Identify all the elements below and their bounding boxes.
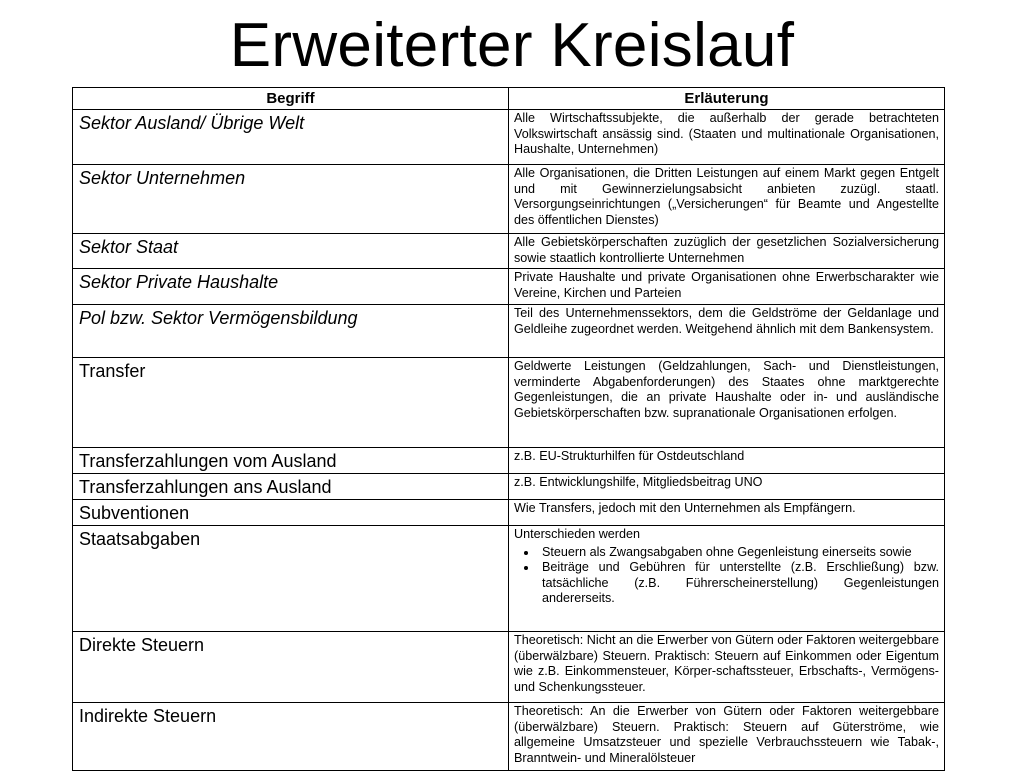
description-cell: Teil des Unternehmenssektors, dem die Geldströme der Geldanlage und Geldleihe zugeordnet werden. Weitgehend ähnlich mit dem Bankensystem.	[509, 305, 945, 358]
description-cell	[509, 526, 945, 632]
table-row	[73, 474, 945, 500]
bullet-item: • Beiträge und Gebühren für unterstellte (z.B. Erschließung) bzw. tatsächliche (z.B. Führerscheinerstellung) Gegenleistungen andererseits.	[538, 560, 939, 607]
bullet-item: • Steuern als Zwangsabgaben ohne Gegenleistung einerseits sowie	[538, 545, 939, 561]
bullet-list	[514, 545, 939, 607]
description-cell: Alle Gebietskörperschaften zuzüglich der gesetzlichen Sozialversicherung sowie staatlich kontrollierte Unternehmen	[509, 234, 945, 269]
term-cell: Transferzahlungen vom Ausland	[73, 448, 509, 474]
description-cell: Alle Wirtschaftssubjekte, die außerhalb der gerade betrachteten Volkswirtschaft ansässig sind. (Staaten und multinationale Organisationen, Haushalte, Unternehmen)	[509, 110, 945, 165]
table-row	[73, 269, 945, 305]
term-cell: Direkte Steuern	[73, 632, 509, 703]
table-row	[73, 448, 945, 474]
header-erlaeuterung: Erläuterung	[509, 88, 945, 110]
term-cell: Staatsabgaben	[73, 526, 509, 632]
term-cell: Transfer	[73, 358, 509, 448]
table-header-row	[73, 88, 945, 110]
description-cell: Geldwerte Leistungen (Geldzahlungen, Sach- und Dienstleistungen, verminderte Abgabenforderungen) des Staates ohne marktgerechte Gegenleistungen, die an private Haushalte oder in- und ausländische Gebietskörperschaften bzw. supranationale Organisationen erfolgen.	[509, 358, 945, 448]
description-cell: Theoretisch: Nicht an die Erwerber von Gütern oder Faktoren weitergebbare (überwälzbare) Steuern. Praktisch: Steuern auf Einkommen oder Eigentum wie z.B. Einkommensteuer, Körper-schaftssteuer, Erbschafts-, Vermögens- und Schenkungssteuer.	[509, 632, 945, 703]
description-cell: Private Haushalte und private Organisationen ohne Erwerbscharakter wie Vereine, Kirchen und Parteien	[509, 269, 945, 305]
page-title: Erweiterter Kreislauf	[229, 11, 795, 80]
term-cell: Indirekte Steuern	[73, 703, 509, 771]
table-row	[73, 234, 945, 269]
description-cell: Theoretisch: An die Erwerber von Gütern oder Faktoren weitergebbare (überwälzbare) Steuern. Praktisch: Steuern auf Güterströme, wie allgemeine Umsatzsteuer und spezielle Verbrauchssteuern wie Tabak-, Branntwein- und Mineralölsteuer	[509, 703, 945, 771]
table-row	[73, 526, 945, 632]
term-cell: Sektor Unternehmen	[73, 165, 509, 234]
table-row	[73, 165, 945, 234]
table-row	[73, 500, 945, 526]
table-row	[73, 110, 945, 165]
term-cell: Subventionen	[73, 500, 509, 526]
term-cell: Transferzahlungen ans Ausland	[73, 474, 509, 500]
description-cell: Wie Transfers, jedoch mit den Unternehmen als Empfängern.	[509, 500, 945, 526]
table-row	[73, 305, 945, 358]
description-cell: z.B. EU-Strukturhilfen für Ostdeutschland	[509, 448, 945, 474]
description-cell: z.B. Entwicklungshilfe, Mitgliedsbeitrag UNO	[509, 474, 945, 500]
table-row	[73, 632, 945, 703]
table-row	[73, 358, 945, 448]
term-cell: Sektor Ausland/ Übrige Welt	[73, 110, 509, 165]
term-cell: Sektor Private Haushalte	[73, 269, 509, 305]
description-cell: Alle Organisationen, die Dritten Leistungen auf einem Markt gegen Entgelt und mit Gewinnerzielungsabsicht anbieten zuzügl. staatl. Versorgungseinrichtungen („Versicherungen“ für Beamte und Angestellte des öffentlichen Dienstes)	[509, 165, 945, 234]
header-begriff: Begriff	[73, 88, 509, 110]
term-cell: Sektor Staat	[73, 234, 509, 269]
term-cell: Pol bzw. Sektor Vermögensbildung	[73, 305, 509, 358]
definitions-table	[72, 87, 944, 771]
description-intro: Unterschieden werden	[514, 527, 641, 541]
table-row	[73, 703, 945, 771]
